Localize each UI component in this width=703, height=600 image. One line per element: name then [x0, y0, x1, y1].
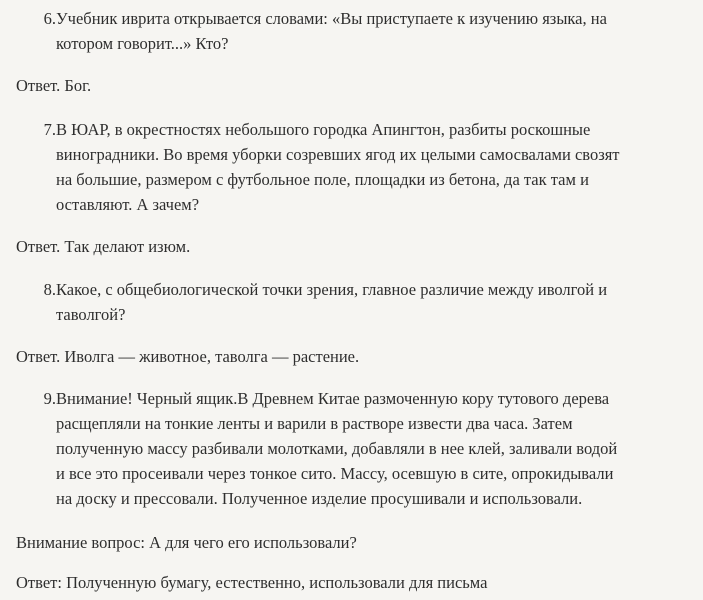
question-line: Какое, с общебиологической точки зрения, главное различие между иволгой и — [56, 280, 608, 299]
question-line: В ЮАР, в окрестностях небольшого городка Апингтон, разбиты роскошные — [56, 120, 591, 139]
question-line: расщепляли на тонкие ленты и варили в растворе извести два часа. Затем — [56, 414, 573, 433]
question-number: 9. — [43, 389, 56, 408]
question-number: 8. — [43, 280, 56, 299]
question-line: полученную массу разбивали молотками, добавляли в нее клей, заливали водой — [56, 439, 618, 458]
answer-6: Ответ. Бог. — [16, 76, 92, 95]
question-7 — [40, 117, 680, 217]
question-number: 6. — [43, 9, 56, 28]
question-line: котором говорит...» Кто? — [56, 34, 229, 53]
question-line: оставляют. А зачем? — [56, 195, 200, 214]
question-6 — [40, 6, 680, 56]
question-9 — [40, 386, 680, 511]
question-line: на доску и прессовали. Полученное изделие просушивали и использовали. — [56, 489, 583, 508]
question-line: виноградники. Во время уборки созревших ягод их целыми самосвалами свозят — [56, 145, 620, 164]
question-8 — [40, 277, 680, 327]
question-line: Учебник иврита открывается словами: «Вы приступаете к изучению языка, на — [56, 9, 607, 28]
question-line: на большие, размером с футбольное поле, площадки из бетона, да так там и — [56, 170, 589, 189]
question-line: и все это просеивали через тонкое сито. Массу, осевшую в сите, опрокидывали — [56, 464, 614, 483]
answer-7: Ответ. Так делают изюм. — [16, 237, 191, 256]
answer-9: Ответ: Полученную бумагу, естественно, использовали для письма — [16, 573, 488, 592]
question-number: 7. — [43, 120, 56, 139]
question-line: таволгой? — [56, 305, 126, 324]
question-line: Внимание! Черный ящик.В Древнем Китае размоченную кору тутового дерева — [56, 389, 610, 408]
answer-8: Ответ. Иволга — животное, таволга — растение. — [16, 347, 360, 366]
follow-up-question-9: Внимание вопрос: А для чего его использовали? — [16, 533, 357, 552]
